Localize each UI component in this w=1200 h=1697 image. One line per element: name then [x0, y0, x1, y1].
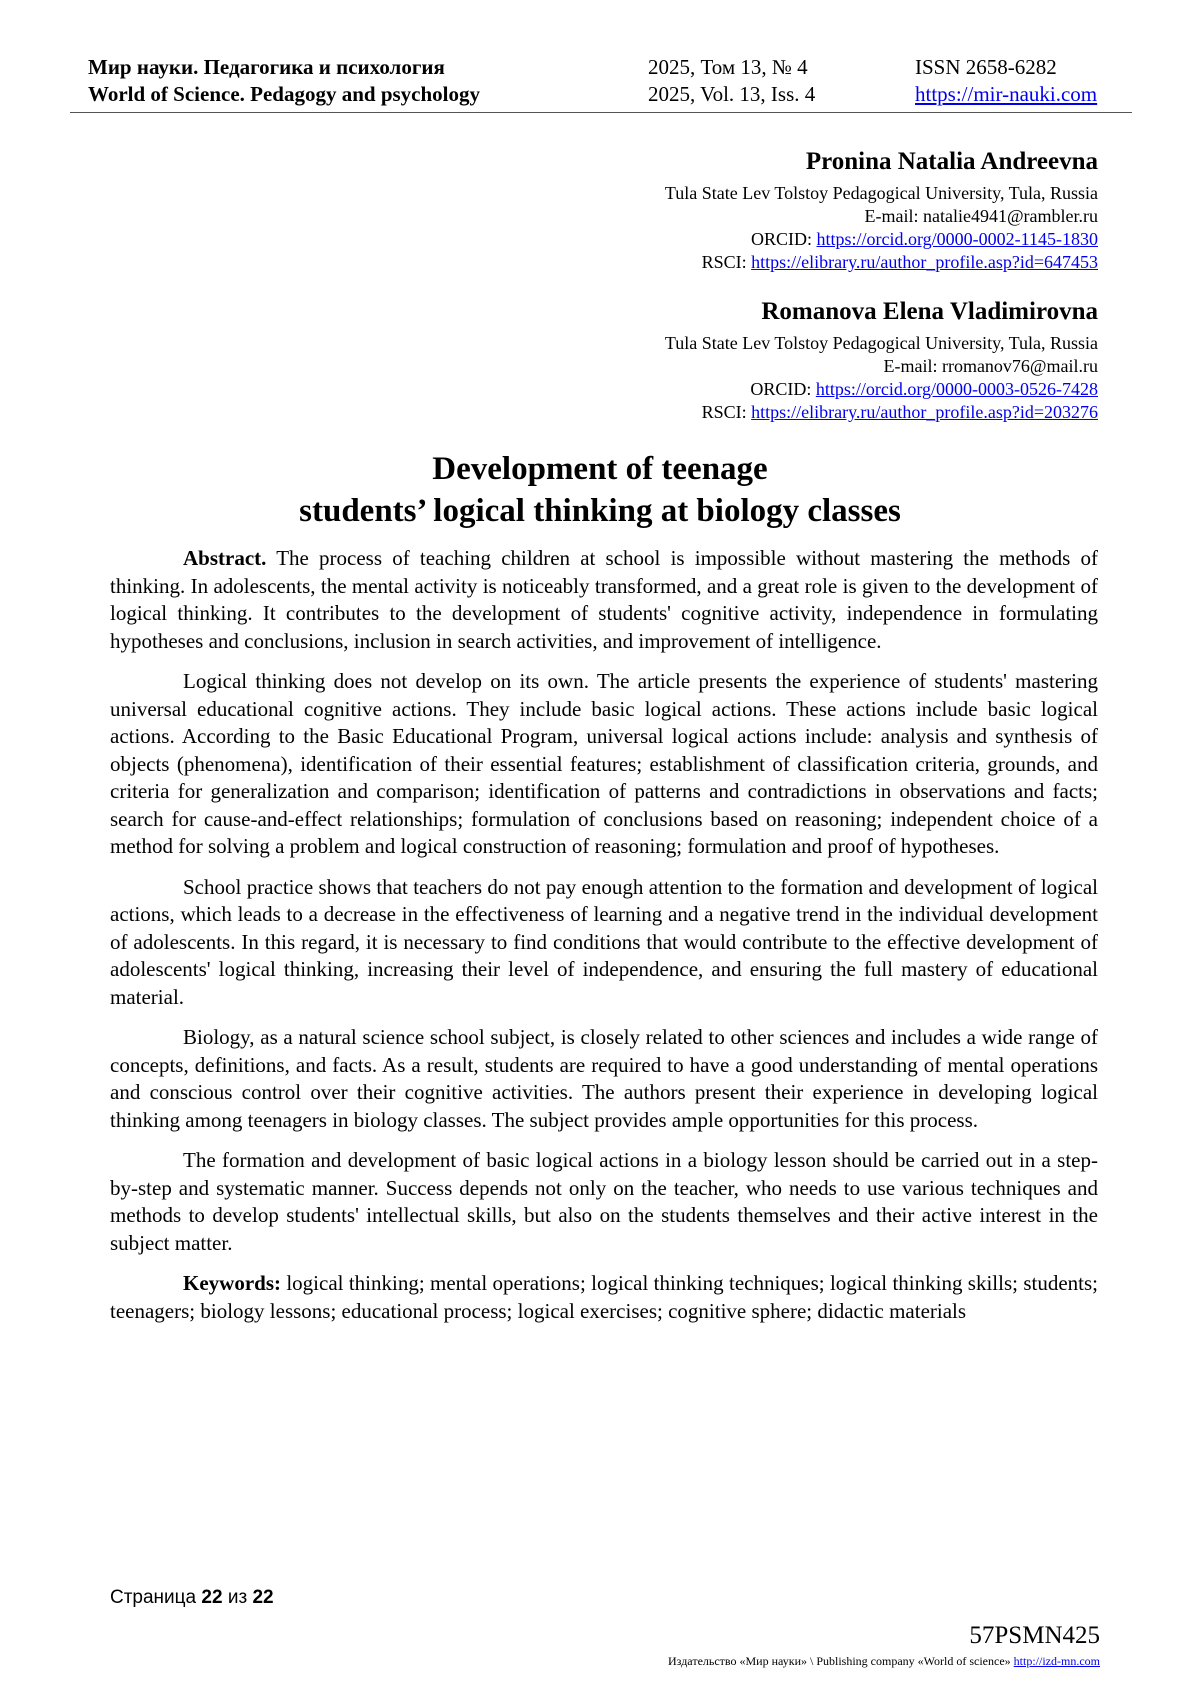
page-current: 22: [201, 1587, 223, 1608]
publisher-line: [668, 1653, 1100, 1669]
author-email: E-mail: natalie4941@rambler.ru: [864, 206, 1098, 226]
page-of: из: [222, 1587, 253, 1608]
author-name: Romanova Elena Vladimirovna: [761, 298, 1098, 325]
abstract-label: Abstract.: [183, 546, 267, 570]
issn-block: [915, 54, 1097, 108]
rsci-link[interactable]: https://elibrary.ru/author_profile.asp?id=203276: [751, 402, 1098, 422]
author-email: E-mail: rromanov76@mail.ru: [883, 356, 1098, 376]
abstract-paragraph-5: The formation and development of basic logical actions in a biology lesson should be carried out in a step-by-step and systematic manner. Success depends not only on the teacher, who needs to use various techniques and methods to develop students' intellectual skills, but also on the students themselves and their active interest in the subject matter.: [110, 1148, 1098, 1255]
author-affiliation: Tula State Lev Tolstoy Pedagogical University, Tula, Russia: [664, 183, 1098, 203]
keywords-paragraph: [110, 1270, 1098, 1325]
rsci-label: RSCI:: [701, 402, 752, 422]
issue-ru: 2025, Том 13, № 4: [648, 55, 808, 79]
issue-block: [648, 54, 815, 108]
rsci-label: RSCI:: [701, 252, 752, 272]
article-id: 57PSMN425: [969, 1622, 1100, 1649]
author-orcid: [665, 378, 1098, 401]
abstract-text: The process of teaching children at school is impossible without mastering the methods of thinking. In adolescents, the mental activity is noticeably transformed, and a great role is given to the development of logical thinking. It contributes to the development of students' cognitive activity, independence in formulating hypotheses and conclusions, inclusion in search activities, and improvement of intelligence.: [110, 546, 1098, 653]
page-prefix: Страница: [110, 1587, 202, 1608]
author-block-2: [665, 296, 1098, 424]
title-line-2: students’ logical thinking at biology classes: [299, 493, 901, 529]
orcid-label: ORCID:: [750, 379, 816, 399]
abstract-paragraph-2: Logical thinking does not develop on its own. The article presents the experience of students' mastering universal educational cognitive actions. They include basic logical actions. These actions include basic logical actions. According to the Basic Educational Program, universal logical actions include: analysis and synthesis of objects (phenomena), identification of their essential features; establishment of classification criteria, grounds, and criteria for generalization and comparison; identification of patterns and contradictions in observations and facts; search for cause-and-effect relationships; formulation of conclusions based on reasoning; independent choice of a method for solving a problem and logical construction of reasoning; formulation and proof of hypotheses.: [110, 669, 1098, 858]
journal-name-ru: Мир науки. Педагогика и психология: [88, 55, 445, 79]
issn: ISSN 2658-6282: [915, 55, 1057, 79]
journal-header: [70, 50, 1132, 113]
page-number: [110, 1587, 274, 1609]
journal-name-en: World of Science. Pedagogy and psychology: [88, 82, 481, 106]
orcid-link[interactable]: https://orcid.org/0000-0002-1145-1830: [816, 229, 1098, 249]
orcid-label: ORCID:: [751, 229, 817, 249]
author-name: Pronina Natalia Andreevna: [805, 148, 1098, 175]
author-affiliation: Tula State Lev Tolstoy Pedagogical University, Tula, Russia: [664, 333, 1098, 353]
publisher-link[interactable]: http://izd-mn.com: [1013, 1654, 1100, 1668]
author-rsci: [665, 251, 1098, 274]
title-line-1: Development of teenage: [432, 451, 768, 487]
abstract-paragraph-4: Biology, as a natural science school subject, is closely related to other sciences and includes a wide range of concepts, definitions, and facts. As a result, students are required to have a good understanding of mental operations and conscious control over their cognitive activities. The authors present their experience in developing logical thinking among teenagers in biology classes. The subject provides ample opportunities for this process.: [110, 1025, 1098, 1132]
rsci-link[interactable]: https://elibrary.ru/author_profile.asp?id=647453: [751, 252, 1098, 272]
abstract-paragraph-3: School practice shows that teachers do not pay enough attention to the formation and development of logical actions, which leads to a decrease in the effectiveness of learning and a negative trend in the individual development of adolescents. In this regard, it is necessary to find conditions that would contribute to the effective development of adolescents' logical thinking, increasing their level of independence, and ensuring the full mastery of educational material.: [110, 874, 1098, 1009]
keywords-text: logical thinking; mental operations; logical thinking techniques; logical thinking skills; students; teenagers; biology lessons; educational process; logical exercises; cognitive sphere; didactic materials: [110, 1271, 1098, 1323]
journal-name-block: [88, 54, 480, 108]
author-rsci: [665, 401, 1098, 424]
keywords-label: Keywords:: [183, 1271, 281, 1295]
page-total: 22: [252, 1587, 274, 1608]
author-block-1: [665, 146, 1098, 274]
publisher-text: Издательство «Мир науки» \ Publishing company «World of science»: [668, 1654, 1014, 1668]
abstract-paragraph-1: [110, 545, 1098, 655]
author-orcid: [665, 228, 1098, 251]
journal-site-link[interactable]: https://mir-nauki.com: [915, 82, 1098, 106]
article-title: [100, 448, 1100, 532]
orcid-link[interactable]: https://orcid.org/0000-0003-0526-7428: [815, 379, 1098, 399]
abstract-body: [110, 545, 1098, 1338]
issue-en: 2025, Vol. 13, Iss. 4: [648, 82, 816, 106]
